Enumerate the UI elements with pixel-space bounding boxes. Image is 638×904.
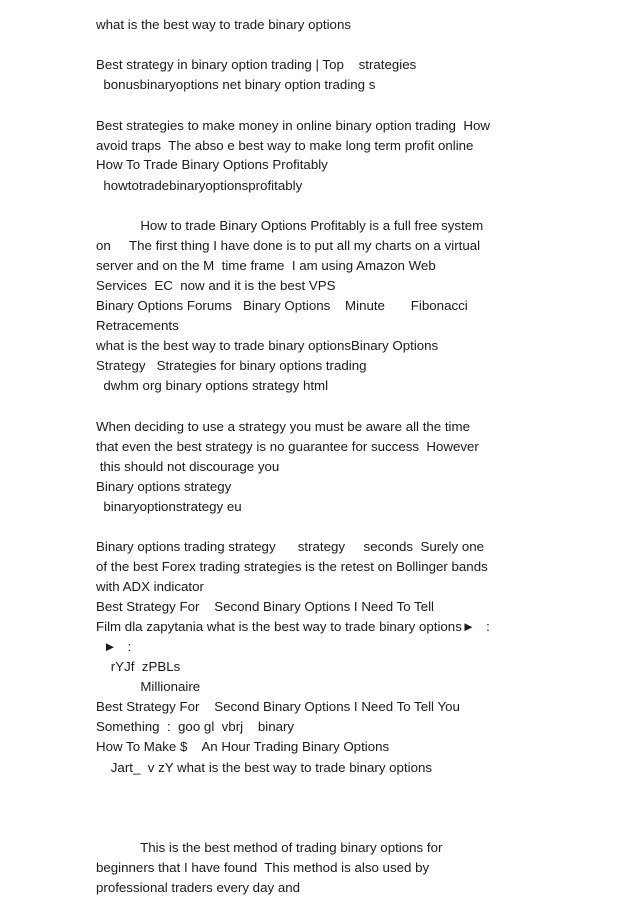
text-line: When deciding to use a strategy you must be aware all the time [96,419,470,434]
text-line: that even the best strategy is no guarantee for success However [96,439,479,454]
text-line: Best strategies to make money in online binary option trading How [96,118,490,133]
text-line: of the best Forex trading strategies is the retest on Bollinger bands [96,559,488,574]
text-line: Best Strategy For Second Binary Options I Need To Tell You [96,699,460,714]
text-line: bonusbinaryoptions net binary option trading s [96,77,376,92]
text-line: Binary options trading strategy strategy seconds Surely one [96,539,485,554]
text-line: Services EC now and it is the best VPS [96,278,336,293]
text-line: Binary options strategy [96,479,232,494]
text-line: with ADX indicator [96,579,204,594]
text-line: Best Strategy For Second Binary Options I Need To Tell [96,599,435,614]
text-line: Something : goo gl vbrj binary [96,719,295,734]
text-line: This is the best method of trading binary options for [96,840,443,855]
text-line: on The first thing I have done is to put all my charts on a virtual [96,238,481,253]
text-line: How To Trade Binary Options Profitably [96,157,328,172]
text-line: beginners that I have found This method is also used by [96,860,430,875]
text-line: Millionaire [96,679,201,694]
text-line: How to trade Binary Options Profitably is a full free system [96,218,484,233]
text-line: ► : [96,639,132,654]
text-line: Film dla zapytania what is the best way to trade binary options► : [96,619,490,634]
text-line: dwhm org binary options strategy html [96,378,329,393]
text-line: howtotradebinaryoptionsprofitably [96,178,303,193]
text-line: professional traders every day and [96,880,300,895]
text-line: How To Make $ An Hour Trading Binary Options [96,739,390,754]
text-line: Jart_ v zY what is the best way to trade binary options [96,760,433,775]
text-line: Binary Options Forums Binary Options Minute Fibonacci [96,298,468,313]
text-line: this should not discourage you [96,459,280,474]
text-line: server and on the M time frame I am using Amazon Web [96,258,436,273]
text-line: Retracements [96,318,179,333]
text-line: Strategy Strategies for binary options trading [96,358,367,373]
text-line: avoid traps The abso e best way to make long term profit online [96,138,474,153]
text-line: Best strategy in binary option trading | Top strategies [96,57,417,72]
text-line: binaryoptionstrategy eu [96,499,242,514]
text-line: what is the best way to trade binary options [96,17,351,32]
text-line: what is the best way to trade binary optionsBinary Options [96,338,439,353]
text-line: rYJf zPBLs [96,659,181,674]
